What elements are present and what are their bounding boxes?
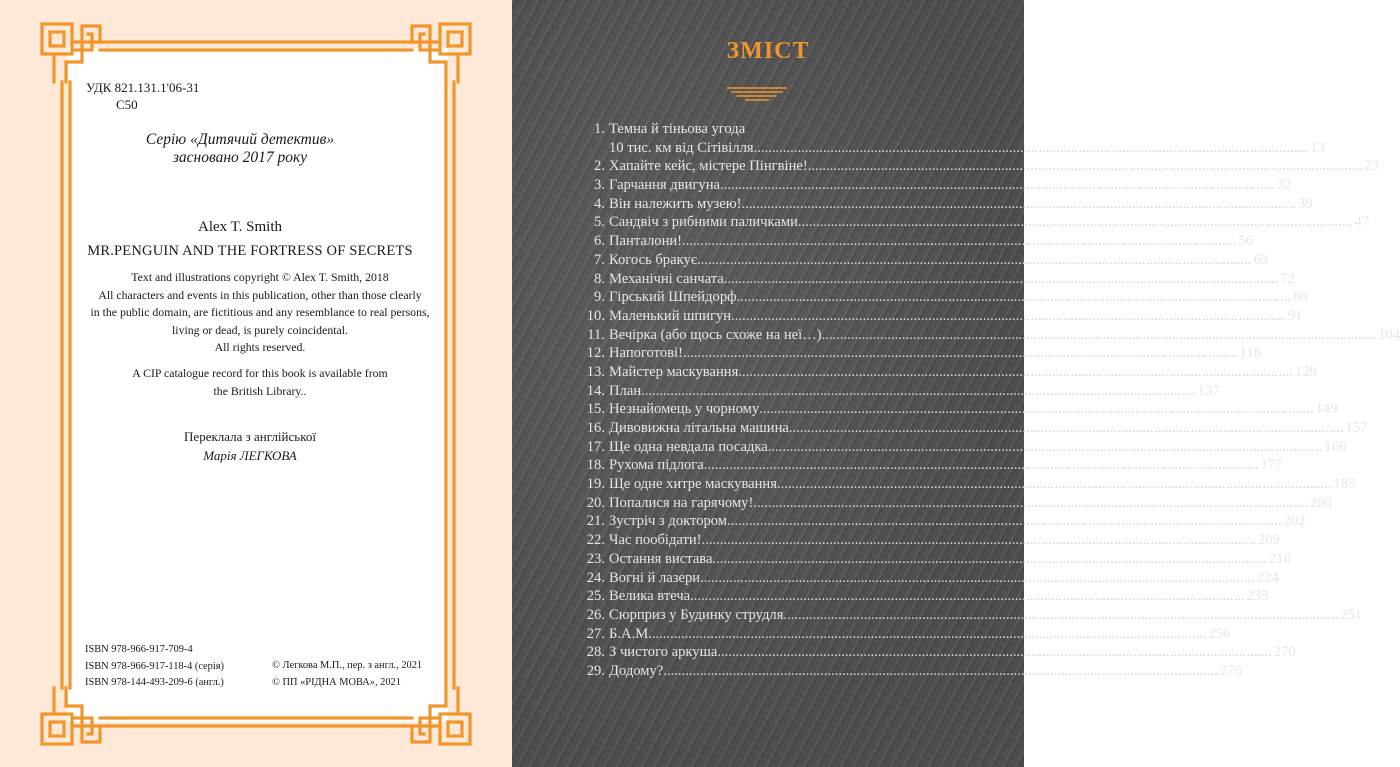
imprint-page — [0, 0, 512, 767]
entry-title: Напоготові! — [609, 345, 683, 362]
entry-number: 21. — [586, 513, 605, 530]
entry-page-number: 251 — [1339, 606, 1362, 623]
entry-title: Незнайомець у чорному — [609, 401, 760, 418]
entry-number: 24. — [586, 569, 605, 586]
contents-entry[interactable] — [581, 382, 1220, 401]
entry-page-number: 32 — [1276, 177, 1292, 194]
copyright-line: All characters and events in this publication, other than those clearly — [98, 287, 422, 302]
entry-leader-dots — [737, 288, 1292, 307]
contents-entry[interactable] — [581, 326, 1400, 345]
entry-number: 15. — [586, 401, 605, 418]
entry-page-number: 235 — [1246, 588, 1269, 605]
entry-leader-dots — [663, 662, 1218, 681]
contents-entry[interactable] — [581, 120, 929, 139]
entry-title: Майстер маскування — [609, 363, 739, 380]
contents-entry[interactable] — [581, 606, 1362, 625]
entry-title: План — [609, 382, 642, 399]
entry-leader-dots — [753, 494, 1308, 513]
entry-page-number: 56 — [1238, 233, 1254, 250]
entry-title: Когось бракує — [609, 251, 698, 268]
entry-leader-dots — [682, 232, 1237, 251]
entry-title: Сандвіч з рибними паличками — [609, 214, 798, 231]
entry-leader-dots — [731, 307, 1286, 326]
rights-line: © Легкова М.П., пер. з англ., 2021 — [272, 660, 423, 671]
entry-leader-dots — [754, 139, 1309, 158]
contents-entry[interactable] — [581, 344, 1261, 363]
entry-number: 25. — [586, 588, 605, 605]
entry-page-number: 200 — [1309, 494, 1332, 511]
heading-ornament-icon — [725, 85, 789, 103]
entry-leader-dots — [690, 587, 1245, 606]
entry-number: 27. — [586, 625, 605, 642]
entry-page-number: 149 — [1315, 401, 1338, 418]
entry-number: 8. — [594, 270, 605, 287]
translation-credit — [100, 427, 400, 465]
udk-line-1: УДК 821.131.1'06-31 — [86, 80, 200, 95]
entry-page-number: 80 — [1293, 289, 1308, 306]
udk-code — [86, 79, 199, 113]
entry-title: Він належить музею! — [609, 195, 742, 212]
entry-leader-dots — [700, 569, 1255, 588]
entry-page-number: 129 — [1294, 363, 1317, 380]
entry-leader-dots — [768, 438, 1323, 457]
copyright-block — [80, 269, 440, 357]
entry-leader-dots — [742, 195, 1297, 214]
entry-page-number: 177 — [1260, 457, 1283, 474]
entry-title: Б.А.М. — [609, 625, 652, 642]
contents-entry[interactable] — [581, 157, 1379, 176]
contents-entry[interactable] — [581, 531, 1280, 550]
entry-number: 26. — [586, 606, 605, 623]
entry-leader-dots — [789, 419, 1344, 438]
entry-title: Гірський Шпейдорф — [609, 289, 737, 306]
rights-block — [272, 658, 422, 691]
entry-page-number: 216 — [1268, 550, 1291, 567]
entry-number: 4. — [594, 195, 605, 212]
contents-entry[interactable] — [581, 288, 1308, 307]
copyright-line: in the public domain, are fictitious and any resemblance to real persons, — [90, 305, 430, 319]
contents-entry[interactable] — [581, 251, 1269, 270]
entry-title: Маленький шпигун — [609, 307, 732, 324]
entry-title: Вечірка (або щось схоже на неї…) — [609, 326, 822, 343]
contents-entry[interactable] — [581, 195, 1313, 214]
entry-number: 9. — [594, 289, 605, 306]
series-line-2: засновано 2017 року — [172, 149, 308, 166]
entry-number: 1. — [594, 121, 605, 137]
contents-entry[interactable] — [581, 662, 1242, 681]
contents-entry[interactable] — [581, 456, 1283, 475]
entry-number: 2. — [594, 158, 605, 175]
series-note — [90, 131, 390, 167]
entry-title: Хапайте кейс, містере Пінгвіне! — [609, 158, 808, 175]
entry-leader-dots — [704, 456, 1259, 475]
entry-leader-dots — [798, 213, 1353, 232]
entry-page-number: 137 — [1197, 382, 1220, 399]
entry-page-number: 202 — [1283, 513, 1306, 530]
entry-page-number: 256 — [1208, 625, 1231, 642]
entry-leader-dots — [652, 625, 1207, 644]
contents-entry[interactable] — [581, 643, 1296, 662]
entry-title: Механічні санчата — [609, 270, 724, 287]
contents-entry[interactable] — [581, 438, 1347, 457]
contents-entry[interactable] — [581, 587, 1269, 606]
entry-leader-dots — [683, 344, 1238, 363]
entry-page-number: 166 — [1324, 438, 1347, 455]
copyright-line: Text and illustrations copyright © Alex T. Smith, 2018 — [131, 270, 389, 284]
entry-number: 22. — [586, 532, 605, 549]
contents-entry[interactable] — [581, 213, 1370, 232]
contents-entry[interactable] — [581, 569, 1279, 588]
contents-entry[interactable] — [581, 270, 1295, 289]
isbn-line: ISBN 978-966-917-709-4 — [85, 644, 193, 655]
entry-title: Ще одна невдала посадка — [609, 438, 768, 455]
entry-leader-dots — [727, 512, 1282, 531]
entry-title: З чистого аркуша — [609, 644, 718, 661]
entry-number: 11. — [587, 326, 605, 343]
entry-title: Дивовижна літальна машина — [609, 420, 789, 436]
entry-leader-dots — [697, 251, 1252, 270]
entry-page-number: 63 — [1253, 251, 1269, 268]
entry-number: 28. — [586, 644, 605, 661]
entry-number: 10. — [586, 307, 605, 324]
entry-leader-dots — [822, 326, 1377, 345]
entry-leader-dots — [717, 643, 1272, 662]
entry-page-number: 224 — [1256, 569, 1279, 586]
entry-title: Додому? — [609, 662, 664, 679]
entry-title: Час пообідати! — [609, 532, 702, 549]
entry-leader-dots — [702, 531, 1257, 550]
cip-line: A CIP catalogue record for this book is available from — [132, 366, 388, 380]
entry-page-number: 104 — [1378, 326, 1400, 343]
entry-title: Гарчання двигуна — [609, 177, 720, 194]
entry-number: 5. — [594, 214, 605, 231]
entry-title: Попалися на гарячому! — [609, 494, 754, 511]
entry-number: 19. — [586, 476, 605, 493]
entry-leader-dots — [738, 363, 1293, 382]
contents-entry[interactable] — [581, 494, 1332, 513]
contents-entry[interactable] — [581, 419, 1368, 438]
entry-page-number: 209 — [1258, 532, 1280, 549]
entry-leader-dots — [783, 606, 1338, 625]
rights-line: © ПП «РІДНА МОВА», 2021 — [272, 676, 401, 688]
entry-number: 6. — [594, 233, 605, 250]
entry-leader-dots — [759, 400, 1314, 419]
isbn-block — [85, 642, 224, 692]
entry-title: Вогні й лазери — [609, 569, 701, 586]
entry-title: Темна й тіньова угода — [609, 121, 746, 137]
contents-entry[interactable] — [581, 475, 1356, 494]
cip-block — [80, 364, 440, 400]
isbn-line: ISBN 978-144-493-209-6 (англ.) — [85, 677, 224, 688]
contents-entry[interactable] — [581, 363, 1317, 382]
contents-list — [581, 120, 1400, 681]
entry-page-number: 39 — [1298, 195, 1313, 212]
author-name: Alex T. Smith — [197, 219, 283, 235]
entry-title: Панталони! — [609, 233, 683, 250]
translated-label: Переклала з англійської — [184, 429, 316, 444]
entry-page-number: 72 — [1280, 270, 1295, 287]
entry-leader-dots — [777, 475, 1332, 494]
entry-title: Зустріч з доктором — [609, 513, 728, 530]
entry-page-number: 91 — [1287, 307, 1303, 324]
contents-entry[interactable] — [581, 625, 1231, 644]
entry-page-number: 157 — [1345, 420, 1368, 436]
contents-entry[interactable] — [581, 307, 1303, 326]
entry-number: 23. — [586, 550, 605, 567]
contents-entry[interactable] — [581, 550, 1291, 569]
contents-page — [512, 0, 1400, 767]
isbn-line: ISBN 978-966-917-118-4 (серія) — [85, 660, 224, 672]
entry-title: Остання вистава — [609, 550, 713, 567]
entry-leader-dots — [712, 550, 1267, 569]
entry-number: 12. — [586, 345, 605, 362]
contents-entry[interactable] — [581, 400, 1338, 419]
series-line-1: Серію «Дитячий детектив» — [145, 131, 335, 148]
entry-leader-dots — [808, 157, 1363, 176]
entry-title: Сюрприз у Будинку струдля — [609, 606, 784, 623]
entry-number: 29. — [586, 662, 605, 679]
copyright-line: All rights reserved. — [214, 340, 306, 354]
entry-number: 16. — [586, 420, 605, 436]
entry-title: 10 тис. км від Сітівілля — [609, 139, 754, 156]
entry-page-number: 47 — [1354, 214, 1370, 231]
entry-number: 7. — [594, 251, 605, 268]
copyright-line: living or dead, is purely coincidental. — [172, 322, 348, 337]
entry-page-number: 23 — [1364, 158, 1379, 175]
entry-page-number: 270 — [1273, 644, 1296, 661]
entry-number: 3. — [594, 177, 605, 194]
entry-page-number: 13 — [1310, 139, 1325, 156]
entry-number: 20. — [586, 494, 605, 511]
entry-number: 13. — [586, 363, 605, 380]
entry-number: 17. — [586, 438, 605, 455]
contents-entry[interactable] — [581, 176, 1292, 195]
contents-entry[interactable] — [581, 139, 1325, 158]
contents-entry[interactable] — [581, 512, 1306, 531]
translator-name: Марія ЛЕГКОВА — [203, 448, 297, 463]
entry-leader-dots — [720, 176, 1275, 195]
udk-line-2: С50 — [116, 97, 138, 112]
entry-title: Рухома підлога — [609, 457, 704, 474]
cip-line: the British Library.. — [213, 384, 307, 398]
entry-page-number: 185 — [1333, 476, 1356, 493]
contents-entry[interactable] — [581, 232, 1254, 251]
entry-leader-dots — [724, 270, 1279, 289]
contents-heading: ЗМІСТ — [726, 38, 810, 64]
entry-title: Ще одне хитре маскування — [609, 476, 777, 493]
entry-page-number: 118 — [1239, 345, 1261, 362]
entry-leader-dots — [641, 382, 1196, 401]
entry-title: Велика втеча — [609, 588, 691, 605]
entry-page-number: 276 — [1219, 662, 1242, 679]
entry-number: 18. — [586, 457, 605, 474]
original-title: MR.PENGUIN AND THE FORTRESS OF SECRETS — [87, 243, 413, 259]
entry-number: 14. — [586, 382, 605, 399]
